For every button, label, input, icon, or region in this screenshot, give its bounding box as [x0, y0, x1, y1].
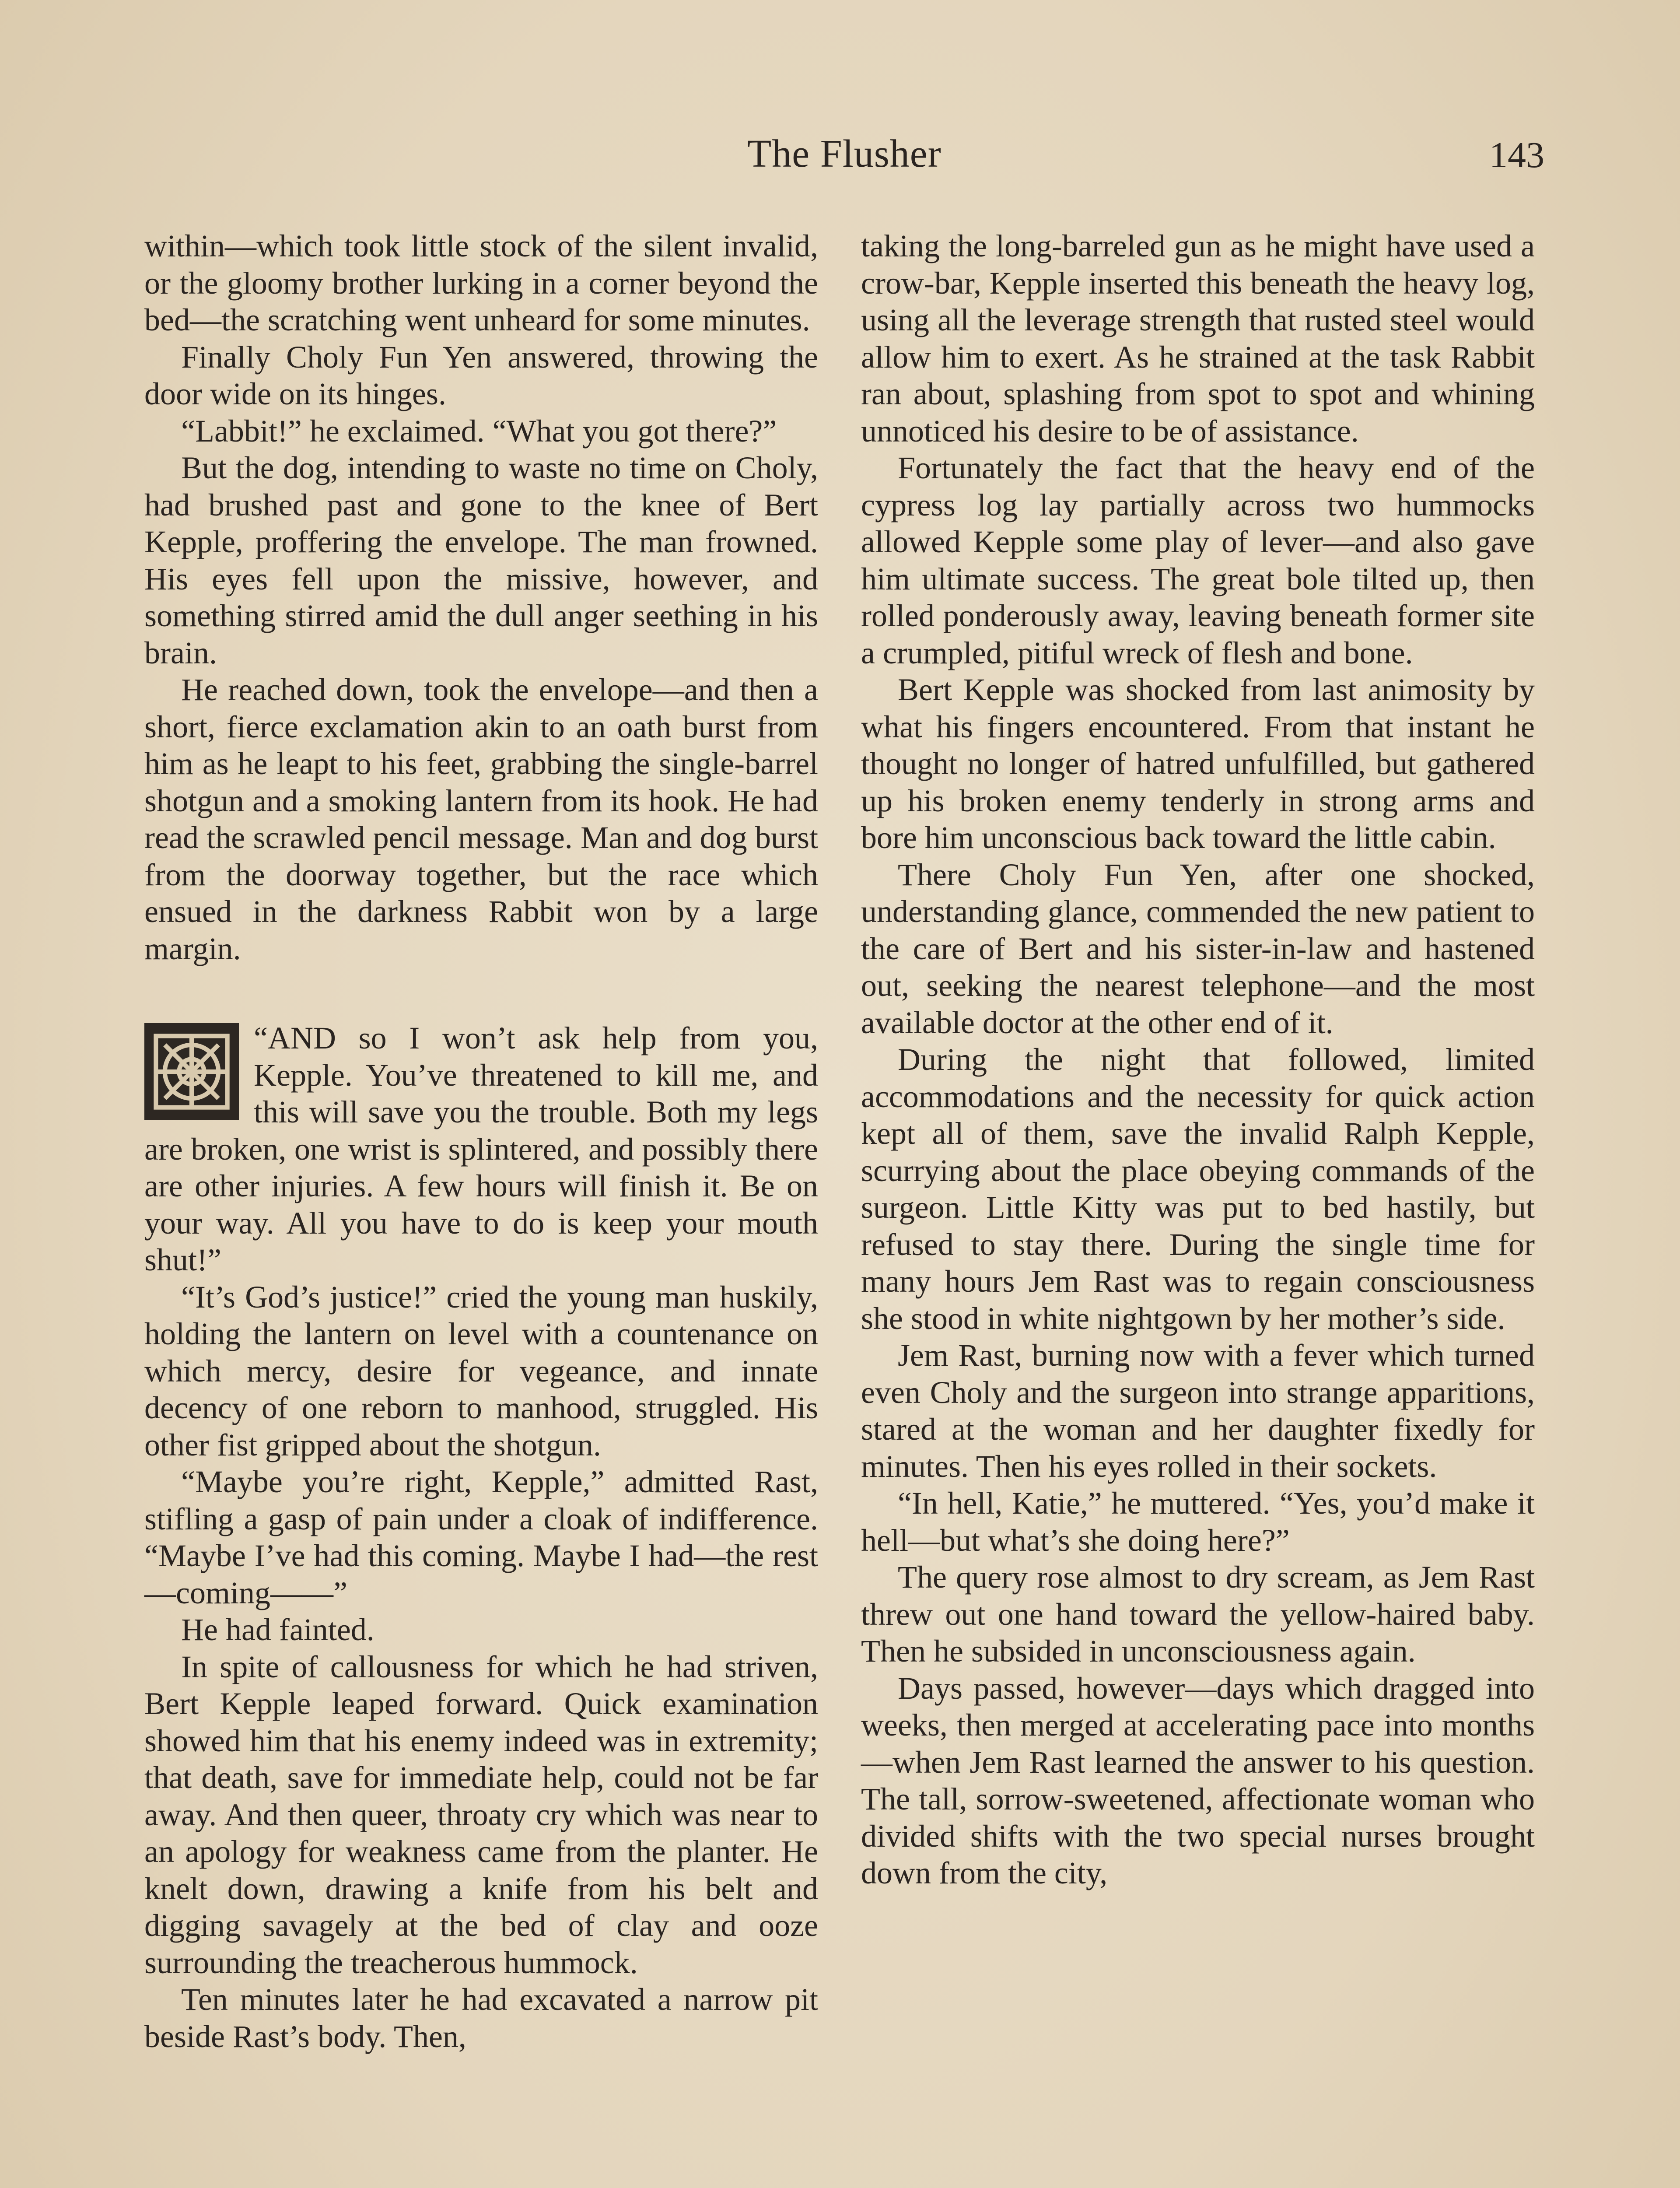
- paragraph: In spite of callousness for which he had striven, Bert Kepple leaped forward. Quick examination showed him that his enemy indeed was in extremity; that death, save for immediate help, could not be far away. And then queer, throaty cry which was near to an apology for weakness came from the planter. He knelt down, drawing a knife from his belt and digging savagely at the bed of clay and ooze surrounding the treacherous hummock.: [144, 1649, 818, 1980]
- paragraph: Bert Kepple was shocked from last animosity by what his fingers encountered. From that instant he thought no longer of hatred unfulfilled, but gathered up his broken enemy tenderly in strong arms and bore him unconscious back toward the little cabin.: [861, 672, 1535, 855]
- paragraph: Ten minutes later he had excavated a narrow pit beside Rast’s body. Then,: [144, 1982, 818, 2054]
- paragraph: Jem Rast, burning now with a fever which turned even Choly and the surgeon into strange apparitions, stared at the woman and her daughter fixedly for minutes. Then his eyes rolled in their sockets.: [861, 1338, 1535, 1484]
- paragraph: “Labbit!” he exclaimed. “What you got there?”: [181, 413, 777, 449]
- celtic-knot-icon: [144, 1023, 239, 1120]
- paragraph: He reached down, took the envelope—and then a short, fierce exclamation akin to an oath burst from him as he leapt to his feet, grabbing the single-barrel shotgun and a smoking lantern from its hook. He had read the scrawled pencil message. Man and dog burst from the doorway together, but the race which ensued in the darkness Rabbit won by a large margin.: [144, 672, 818, 966]
- paragraph: “It’s God’s justice!” cried the young man huskily, holding the lantern on level with a countenance on which mercy, desire for vegeance, and innate decency of one reborn to manhood, struggled. His other fist gripped about the shotgun.: [144, 1279, 818, 1462]
- running-header: [144, 131, 1544, 184]
- paragraph: But the dog, intending to waste no time on Choly, had brushed past and gone to the knee of Bert Kepple, proffering the envelope. The man frowned. His eyes fell upon the missive, however, and something stirred amid the dull anger seething in his brain.: [144, 450, 818, 670]
- section-break: [144, 967, 818, 1020]
- running-title: The Flusher: [747, 132, 942, 175]
- paragraph: Days passed, however—days which dragged into weeks, then merged at accelerating pace into months—when Jem Rast learned the answer to his question. The tall, sorrow-sweetened, affectionate woman who divided shifts with the two special nurses brought down from the city,: [861, 1670, 1535, 1890]
- paragraph: During the night that followed, limited accommodations and the necessity for quick action kept all of them, save the invalid Ralph Kepple, scurrying about the place obeying commands of the surgeon. Little Kitty was put to bed hastily, but refused to stay there. During the single time for many hours Jem Rast was to regain consciousness she stood in white nightgown by her mother’s side.: [861, 1042, 1535, 1336]
- paragraph: The query rose almost to dry scream, as Jem Rast threw out one hand toward the yellow-haired baby. Then he subsided in unconsciousness again.: [861, 1560, 1535, 1669]
- paragraph: “In hell, Katie,” he muttered. “Yes, you’d make it hell—but what’s she doing here?”: [861, 1486, 1535, 1558]
- paragraph: “AND so I won’t ask help from you, Kepple. You’ve threatened to kill me, and this will save you the trouble. Both my legs are broken, one wrist is splintered, and possibly there are other injuries. A few hours will finish it. Be on your way. All you have to do is keep your mouth shut!”: [144, 1020, 818, 1277]
- paragraph: taking the long-barreled gun as he might have used a crow-bar, Kepple inserted this beneath the heavy log, using all the leverage strength that rusted steel would allow him to exert. As he strained at the task Rabbit ran about, splashing from spot to spot and whining unnoticed his desire to be of assistance.: [861, 228, 1535, 449]
- paragraph: Fortunately the fact that the heavy end of the cypress log lay partially across two hummocks allowed Kepple some play of lever—and also gave him ultimate success. The great bole tilted up, then rolled ponderously away, leaving beneath former site a crumpled, pitiful wreck of flesh and bone.: [861, 450, 1535, 670]
- paragraph: Finally Choly Fun Yen answered, throwing the door wide on its hinges.: [144, 339, 818, 411]
- left-column: [144, 228, 818, 2055]
- page-number: 143: [1489, 135, 1544, 175]
- paragraph: He had fainted.: [181, 1612, 374, 1647]
- paragraph: There Choly Fun Yen, after one shocked, understanding glance, commended the new patient to the care of Bert and his sister-in-law and hastened out, seeking the nearest telephone—and the most available doctor at the other end of it.: [861, 857, 1535, 1040]
- paragraph: within—which took little stock of the silent invalid, or the gloomy brother lurking in a corner beyond the bed—the scratching went unheard for some minutes.: [144, 228, 818, 337]
- right-column: [861, 228, 1535, 1892]
- paragraph: “Maybe you’re right, Kepple,” admitted Rast, stifling a gasp of pain under a cloak of indifference. “Maybe I’ve had this coming. Maybe I had—the rest—coming——”: [144, 1464, 818, 1610]
